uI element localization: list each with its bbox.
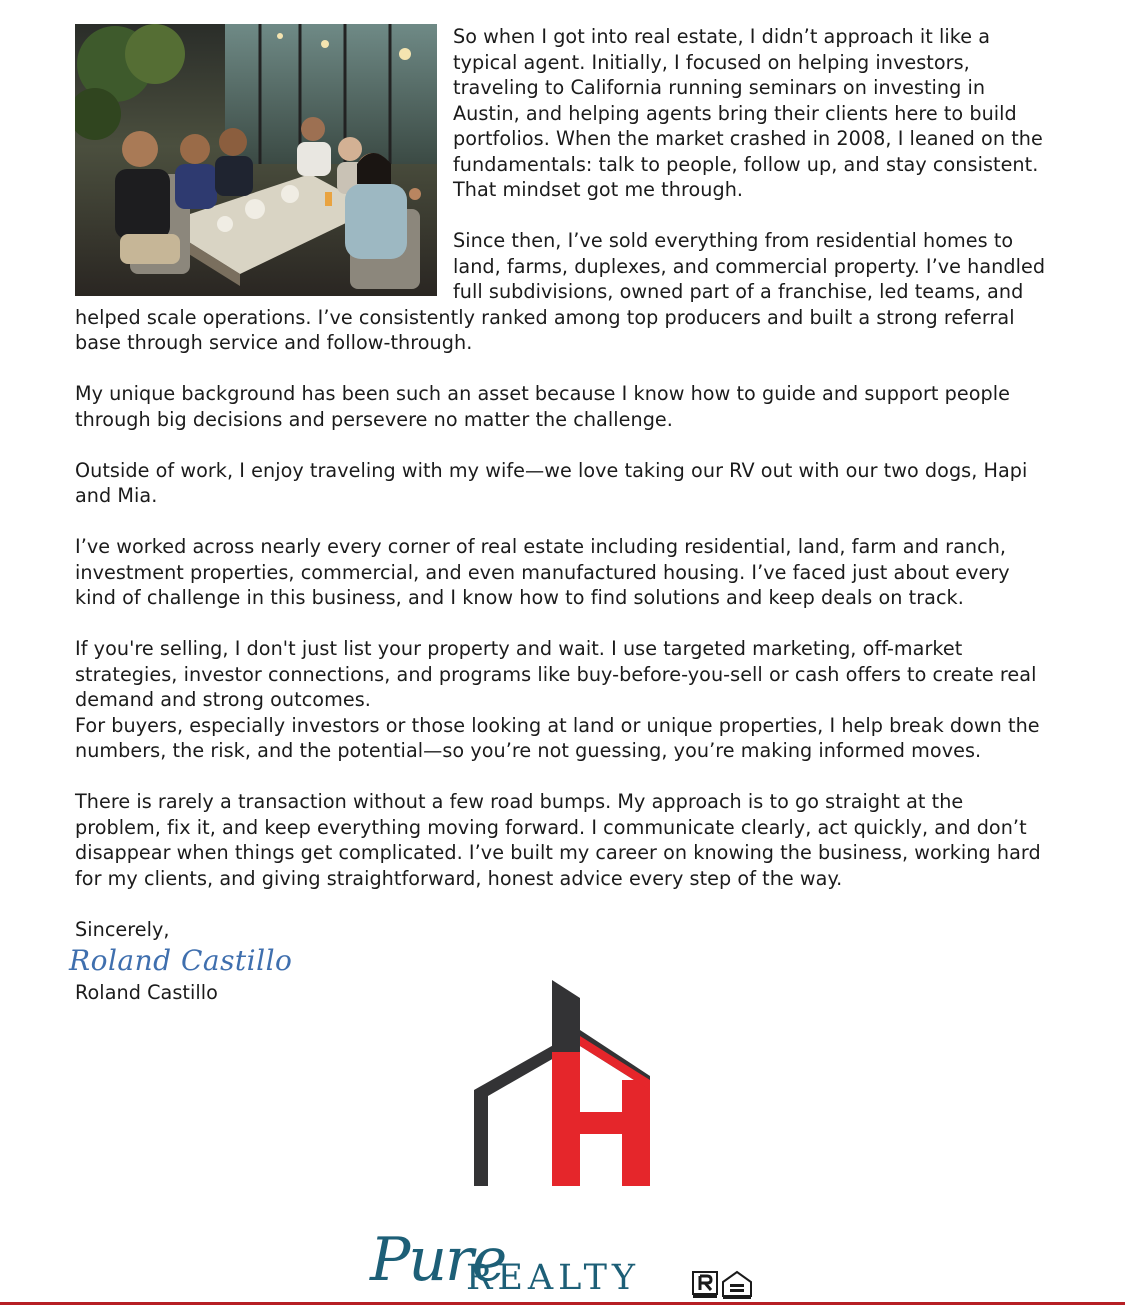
letter-body bbox=[69, 24, 1050, 1006]
signature: Roland Castillo bbox=[69, 944, 293, 977]
paragraph: If you're selling, I don't just list your property and wait. I use targeted marketing, off-market strategies, investor connections, and programs like buy-before-you-sell or cash offers to create real demand and strong outcomes. bbox=[75, 637, 1037, 711]
paragraph: My unique background has been such an asset because I know how to guide and support people through big decisions and persevere no matter the challenge. bbox=[75, 382, 1010, 431]
paragraph: For buyers, especially investors or those looking at land or unique properties, I help break down the numbers, the risk, and the potential—so you’re not guessing, you’re making informed moves. bbox=[75, 713, 1040, 762]
brand-script: Pure bbox=[370, 1225, 506, 1295]
brand-word: REALTY bbox=[466, 1258, 641, 1298]
closing: Sincerely, bbox=[75, 917, 170, 941]
paragraph: Outside of work, I enjoy traveling with my wife—we love taking our RV out with our two dogs, Hapi and Mia. bbox=[75, 458, 1028, 507]
house-h-logo bbox=[470, 980, 656, 1192]
paragraph: Since then, I’ve sold everything from residential homes to land, farms, duplexes, and commercial property. I’ve handled full subdivisions, owned part of a franchise, led teams, and helped scale operations. I’ve consistently ranked among top producers and built a strong referral base through service and follow-through. bbox=[75, 229, 1046, 354]
equal-housing-icon bbox=[723, 1272, 751, 1299]
realtor-icon bbox=[693, 1272, 717, 1298]
paragraph: I’ve worked across nearly every corner of real estate including residential, land, farm and ranch, investment properties, commercial, and even manufactured housing. I’ve faced just about every kind of challenge in this business, and I know how to find solutions and keep deals on track. bbox=[75, 535, 1010, 609]
printed-name: Roland Castillo bbox=[75, 981, 218, 1004]
group-dinner-photo bbox=[75, 24, 437, 296]
compliance-badges bbox=[692, 1270, 754, 1300]
paragraph: So when I got into real estate, I didn’t approach it like a typical agent. Initially, I focused on helping investors, traveling to California running seminars on investing in Austin, and helping agents bring their clients here to build portfolios. When the market crashed in 2008, I leaned on the fundamentals: talk to people, follow up, and stay consistent. That mindset got me through. bbox=[453, 25, 1043, 201]
paragraph: There is rarely a transaction without a few road bumps. My approach is to go straight at the problem, fix it, and keep everything moving forward. I communicate clearly, act quickly, and don’t disappear when things get complicated. I’ve built my career on knowing the business, working hard for my clients, and giving straightforward, honest advice every step of the way. bbox=[75, 790, 1041, 890]
